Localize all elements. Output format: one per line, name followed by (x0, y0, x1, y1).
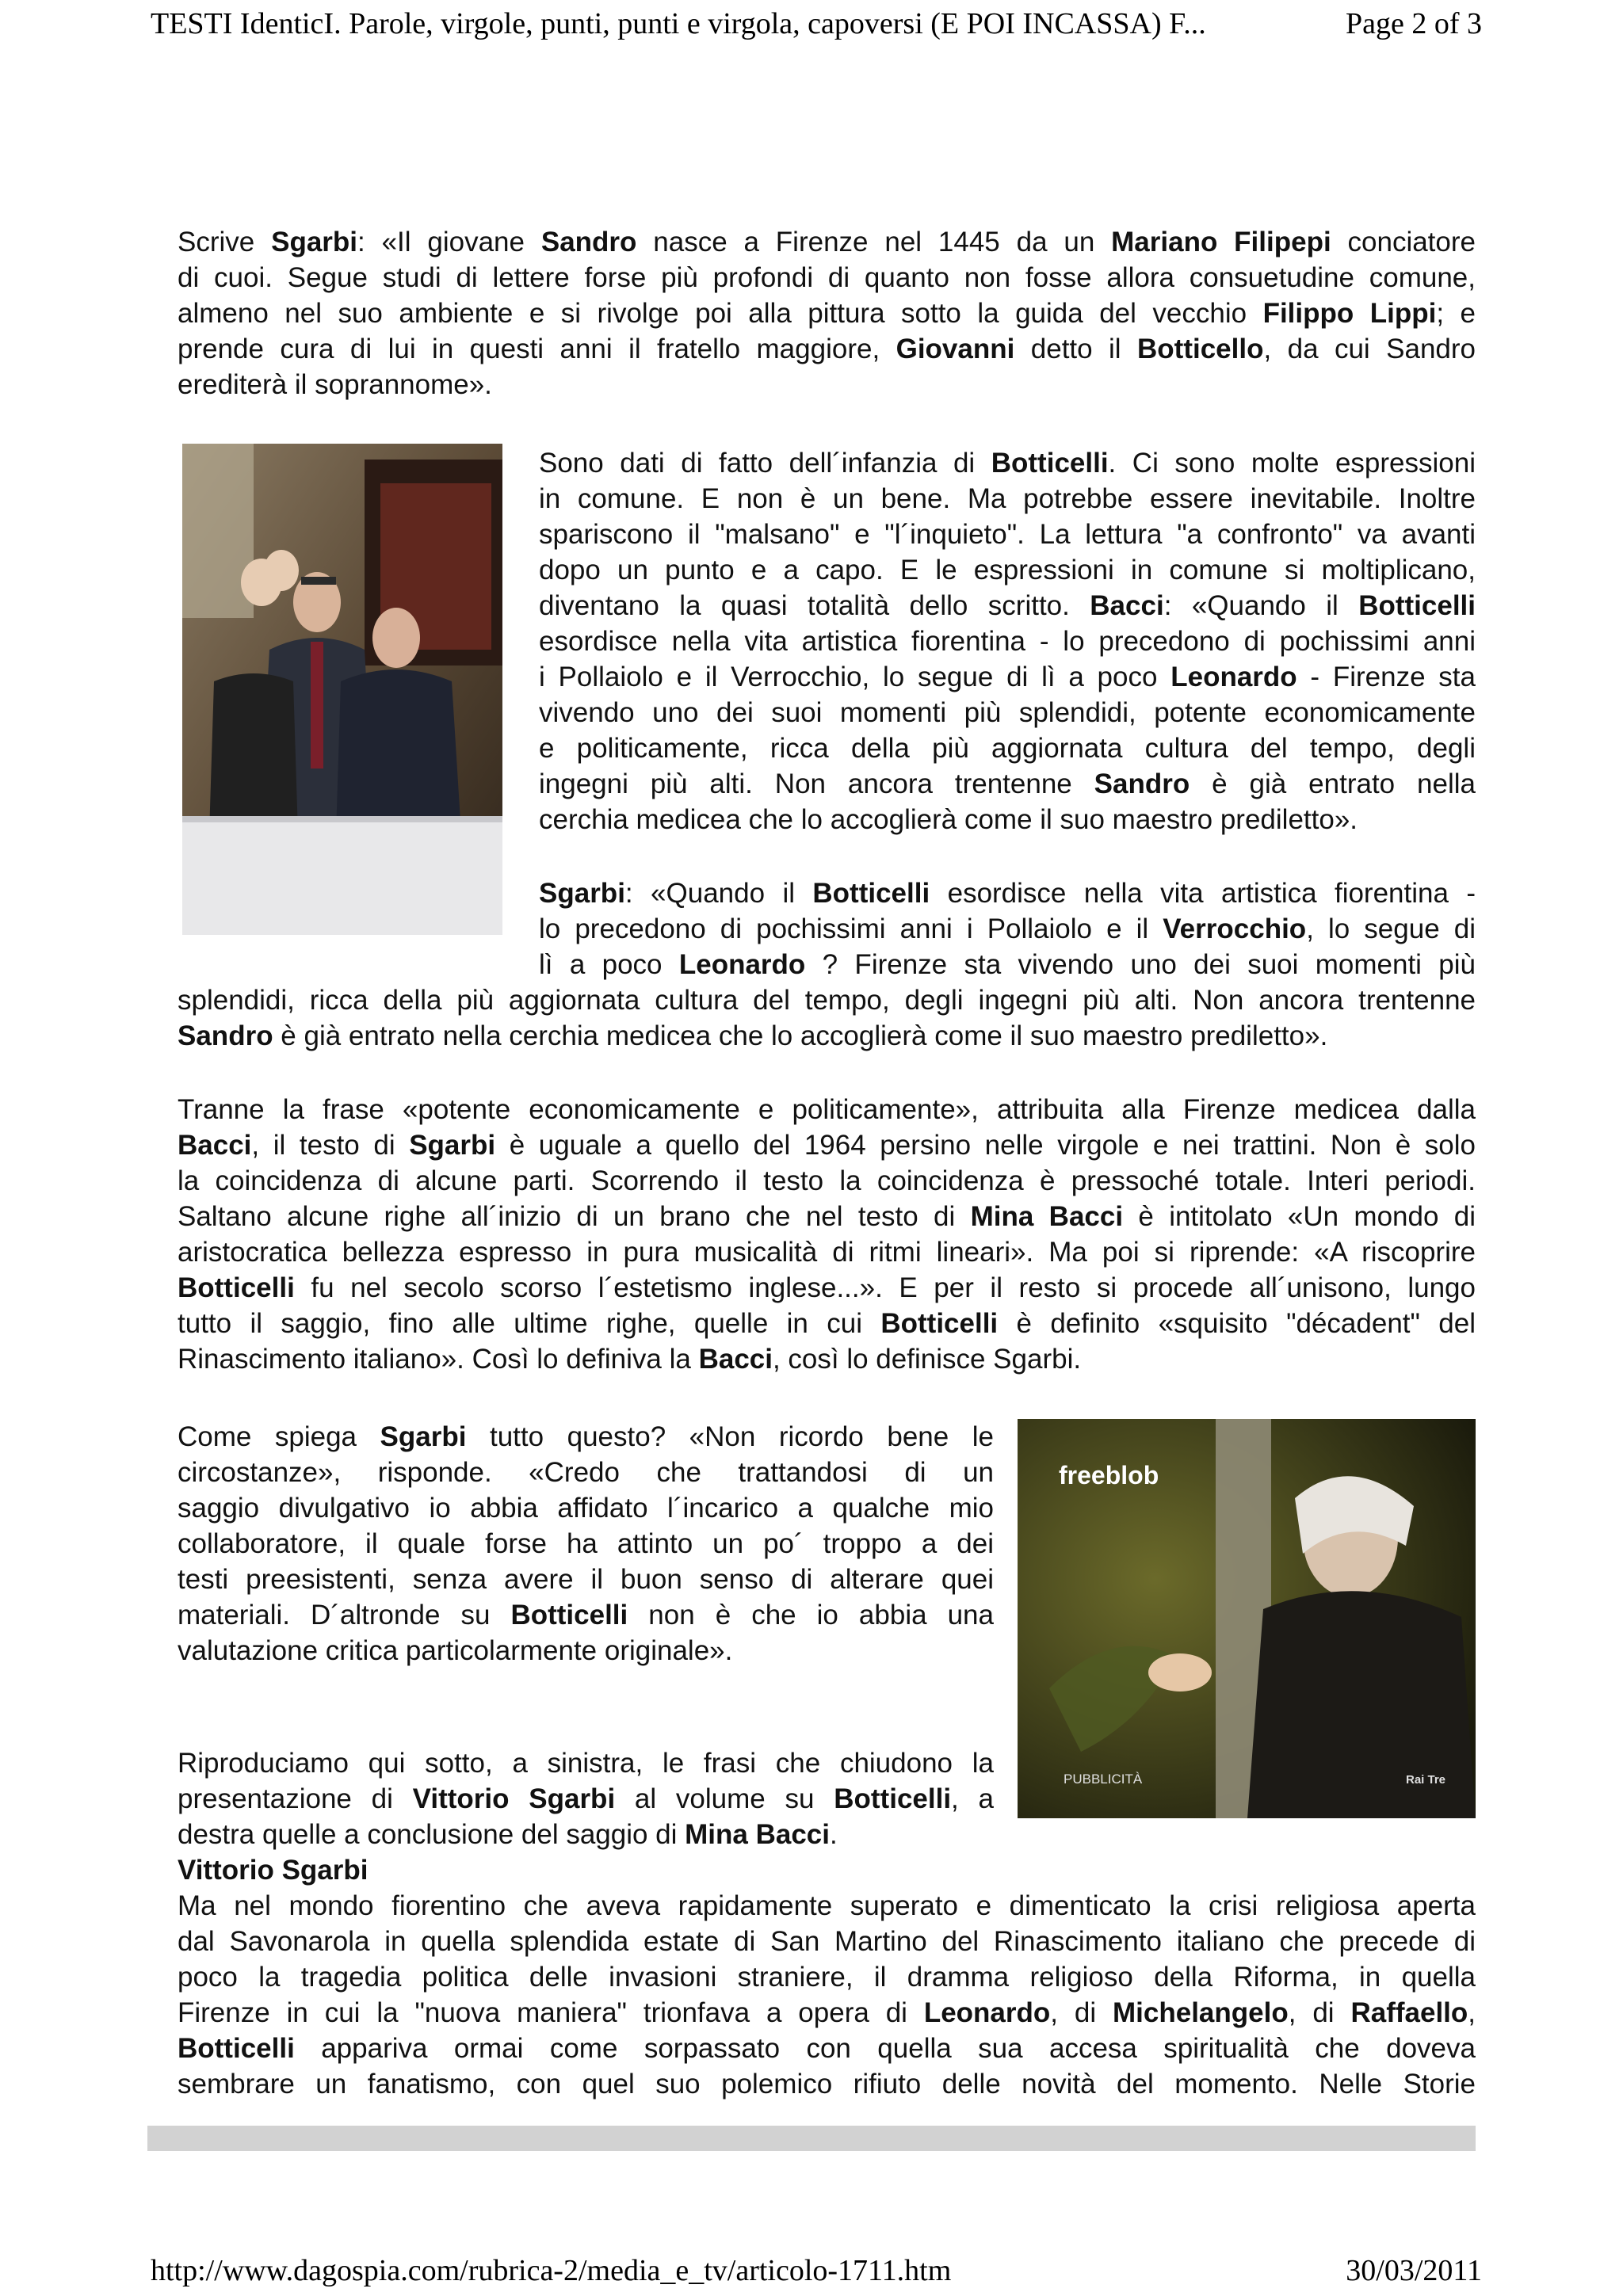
bold-name: Botticello (1137, 334, 1264, 364)
text-run: , lo segue di (1306, 913, 1476, 944)
text-run: conciatore (1331, 227, 1476, 257)
text-run: : «Quando il (1163, 590, 1359, 621)
text-run: . Ci sono molte espressioni (1108, 448, 1476, 479)
bold-name: Sgarbi (380, 1421, 467, 1452)
text-run: non è che io abbia una (628, 1600, 994, 1630)
bold-name: Vittorio Sgarbi (178, 1855, 369, 1886)
bold-name: Leonardo (1170, 662, 1297, 692)
bold-name: Botticelli (834, 1783, 952, 1814)
text-run: ; e (1436, 298, 1476, 329)
bold-name: Sgarbi (409, 1130, 496, 1161)
text-run: Saltano alcune righe all´inizio di un brano che nel testo di (178, 1201, 971, 1232)
text-run: esordisce nella vita artistica fiorentina - lo precedono di pochissimi anni (539, 626, 1476, 657)
text-line (539, 517, 1476, 553)
text-run: poco la tragedia politica delle invasioni straniere, il dramma religioso della Riforma, in quella (178, 1962, 1476, 1993)
text-run: testi preesistenti, senza avere il buon senso di alterare quei (178, 1564, 994, 1595)
bold-name: Botticelli (812, 878, 930, 909)
text-line (178, 367, 1476, 403)
text-run: lì a poco (539, 949, 679, 980)
text-run: la coincidenza di alcune parti. Scorrendo il testo la coincidenza è pressoché totale. Interi periodi. (178, 1165, 1476, 1196)
text-run: . (830, 1819, 838, 1850)
text-line (178, 1163, 1476, 1199)
text-run: collaboratore, il quale forse ha attinto un po´ troppo a dei (178, 1528, 994, 1559)
text-run: i Pollaiolo e il Verrocchio, lo segue di lì a poco (539, 662, 1171, 692)
text-run: , di (1288, 1997, 1351, 2028)
bold-name: Botticelli (1358, 590, 1476, 621)
text-line (539, 481, 1476, 517)
header-title: TESTI IdenticI. Parole, virgole, punti, punti e virgola, capoversi (E POI INCASSA) F... (151, 7, 1206, 40)
text-line (178, 1490, 994, 1527)
text-run: esordisce nella vita artistica fiorentina - (930, 878, 1476, 909)
text-line (178, 1781, 994, 1817)
text-line (178, 1633, 994, 1669)
text-line (539, 445, 1476, 482)
bold-name: Sandro (540, 227, 637, 257)
text-line (178, 1234, 1476, 1271)
text-run: erediterà il soprannome». (178, 369, 492, 400)
text-run: appariva ormai come sorpassato con quella sua accesa spiritualità che doveva (294, 2033, 1476, 2064)
bold-name: Sandro (178, 1020, 273, 1051)
text-run: Sono dati di fatto dell´infanzia di (539, 448, 991, 479)
text-run: e politicamente, ricca della più aggiornata cultura del tempo, degli (539, 733, 1476, 764)
bold-name: Leonardo (678, 949, 806, 980)
footer-date: 30/03/2011 (1346, 2254, 1482, 2287)
text-run: nasce a Firenze nel 1445 da un (636, 227, 1112, 257)
text-run: Rinascimento italiano». Così lo definiva la (178, 1344, 699, 1375)
text-line (539, 695, 1476, 731)
text-run: è definito «squisito "décadent" del (998, 1308, 1476, 1339)
bold-name: Filippo Lippi (1262, 298, 1437, 329)
text-run: destra quelle a conclusione del saggio di (178, 1819, 685, 1850)
text-run: al volume su (615, 1783, 834, 1814)
text-run: ingegni più alti. Non ancora trentenne (539, 769, 1094, 799)
text-run: , da cui Sandro (1263, 334, 1476, 364)
text-run: Come spiega (178, 1421, 380, 1452)
text-run: , a (951, 1783, 994, 1814)
text-run: è già entrato nella (1190, 769, 1476, 799)
text-line (178, 2066, 1476, 2103)
text-run: - Firenze sta (1296, 662, 1476, 692)
text-run: , così lo definisce Sgarbi. (772, 1344, 1082, 1375)
text-run: spariscono il "malsano" e "l´inquieto". La lettura "a confronto" va avanti (539, 519, 1476, 550)
text-line (178, 2031, 1476, 2067)
text-line (539, 911, 1476, 948)
bold-name: Botticelli (991, 448, 1109, 479)
page-divider-bar (147, 2126, 1476, 2151)
text-line (178, 1306, 1476, 1342)
text-line (539, 802, 1476, 838)
text-line (178, 1526, 994, 1562)
text-line (178, 1455, 994, 1491)
text-line (178, 1959, 1476, 1996)
text-line (539, 588, 1476, 624)
text-line (178, 1924, 1476, 1960)
photo-sgarbi-berlusconi (182, 444, 502, 935)
text-line (178, 1270, 1476, 1306)
text-line (178, 1092, 1476, 1128)
text-run: Ma nel mondo fiorentino che aveva rapidamente superato e dimenticato la crisi religiosa aperta (178, 1890, 1476, 1921)
text-line (178, 1995, 1476, 2031)
bold-name: Bacci (178, 1130, 252, 1161)
text-run: di cuoi. Segue studi di lettere forse più profondi di quanto non fosse allora consuetudine comune, (178, 262, 1476, 293)
text-run: dal Savonarola in quella splendida estate di San Martino del Rinascimento italiano che precede di (178, 1926, 1476, 1957)
text-line (539, 875, 1476, 912)
text-run: in comune. E non è un bene. Ma potrebbe essere inevitabile. Inoltre (539, 483, 1476, 514)
bold-name: Vittorio Sgarbi (412, 1783, 616, 1814)
photo-tv-screenshot (1018, 1419, 1476, 1818)
text-run: è intitolato «Un mondo di (1123, 1201, 1476, 1232)
text-line (178, 260, 1476, 296)
text-run: è già entrato nella cerchia medicea che lo accoglierà come il suo maestro prediletto». (273, 1020, 1328, 1051)
text-run: presentazione di (178, 1783, 413, 1814)
text-run: dopo un punto e a capo. E le espressioni in comune si moltiplicano, (539, 555, 1476, 585)
text-line (178, 1341, 1476, 1378)
text-line (178, 1127, 1476, 1164)
bold-name: Botticelli (178, 1272, 295, 1303)
text-line (178, 1199, 1476, 1235)
text-run: valutazione critica particolarmente originale». (178, 1635, 733, 1666)
text-line (178, 1562, 994, 1598)
bold-name: Sgarbi (271, 227, 358, 257)
text-run: materiali. D´altronde su (178, 1600, 511, 1630)
footer-url[interactable]: http://www.dagospia.com/rubrica-2/media_e_tv/articolo-1711.htm (151, 2254, 952, 2287)
text-run: , (1468, 1997, 1476, 2028)
text-line (178, 1018, 1476, 1055)
text-line (178, 331, 1476, 368)
page-number: Page 2 of 3 (1345, 7, 1482, 40)
text-run: Scrive (178, 227, 272, 257)
text-run: saggio divulgativo io abbia affidato l´incarico a qualche mio (178, 1493, 994, 1524)
text-line (539, 659, 1476, 696)
bold-name: Botticelli (178, 2033, 295, 2064)
text-line (178, 982, 1476, 1019)
text-run: detto il (1014, 334, 1138, 364)
text-run: almeno nel suo ambiente e si rivolge poi alla pittura sotto la guida del vecchio (178, 298, 1263, 329)
text-run: cerchia medicea che lo accoglierà come il suo maestro prediletto». (539, 804, 1358, 835)
text-run: aristocratica bellezza espresso in pura musicalità di ritmi lineari». Ma poi si riprende: «A riscoprire (178, 1237, 1476, 1268)
bold-name: Michelangelo (1113, 1997, 1289, 2028)
text-line (178, 1888, 1476, 1924)
text-line (178, 224, 1476, 261)
text-run: circostanze», risponde. «Credo che trattandosi di un (178, 1457, 994, 1488)
text-line (539, 947, 1476, 983)
text-run: ? Firenze sta vivendo uno dei suoi momenti più (805, 949, 1476, 980)
text-run: Firenze in cui la "nuova maniera" trionfava a opera di (178, 1997, 924, 2028)
bold-name: Mina Bacci (685, 1819, 831, 1850)
text-run: vivendo uno dei suoi momenti più splendidi, potente economicamente (539, 697, 1476, 728)
bold-name: Sgarbi (539, 878, 625, 909)
bold-name: Sandro (1094, 769, 1190, 799)
text-run: splendidi, ricca della più aggiornata cultura del tempo, degli ingegni più alti. Non ancora trentenne (178, 985, 1476, 1016)
text-line (178, 1745, 994, 1782)
text-run: Riproduciamo qui sotto, a sinistra, le frasi che chiudono la (178, 1748, 994, 1779)
text-line (178, 1817, 994, 1853)
text-run: tutto il saggio, fino alle ultime righe, quelle in cui (178, 1308, 881, 1339)
tv-caption: PUBBLICITÀ (1064, 1772, 1143, 1787)
text-line (178, 1419, 994, 1455)
bold-name: Bacci (698, 1344, 773, 1375)
text-run: : «Quando il (624, 878, 813, 909)
text-line (178, 1852, 994, 1889)
tv-logo: freeblob (1059, 1461, 1159, 1489)
text-line (539, 624, 1476, 660)
tv-channel: Rai Tre (1406, 1773, 1446, 1787)
text-run: sembrare un fanatismo, con quel suo polemico rifiuto delle novità del momento. Nelle Storie (178, 2069, 1476, 2100)
bold-name: Botticelli (510, 1600, 628, 1630)
bold-name: Giovanni (896, 334, 1015, 364)
bold-name: Leonardo (923, 1997, 1051, 2028)
text-run: è uguale a quello del 1964 persino nelle virgole e nei trattini. Non è solo (495, 1130, 1476, 1161)
bold-name: Botticelli (880, 1308, 999, 1339)
bold-name: Mina Bacci (970, 1201, 1124, 1232)
text-run: , il testo di (251, 1130, 410, 1161)
bold-name: Mariano Filipepi (1111, 227, 1331, 257)
bold-name: Verrocchio (1163, 913, 1307, 944)
bold-name: Raffaello (1350, 1997, 1468, 2028)
text-run: Tranne la frase «potente economicamente e politicamente», attribuita alla Firenze medicea dalla (178, 1094, 1476, 1125)
text-run: diventano la quasi totalità dello scritto. (539, 590, 1090, 621)
text-run: lo precedono di pochissimi anni i Pollaiolo e il (539, 913, 1163, 944)
text-line (539, 552, 1476, 589)
text-run: fu nel secolo scorso l´estetismo inglese...». E per il resto si procede all´unisono, lungo (294, 1272, 1476, 1303)
text-run: tutto questo? «Non ricordo bene le (466, 1421, 994, 1452)
bold-name: Bacci (1090, 590, 1164, 621)
text-line (178, 296, 1476, 332)
text-line (178, 1597, 994, 1634)
text-line (539, 730, 1476, 767)
text-run: prende cura di lui in questi anni il fratello maggiore, (178, 334, 896, 364)
text-run: : «Il giovane (357, 227, 541, 257)
text-run: , di (1050, 1997, 1113, 2028)
text-line (539, 766, 1476, 803)
